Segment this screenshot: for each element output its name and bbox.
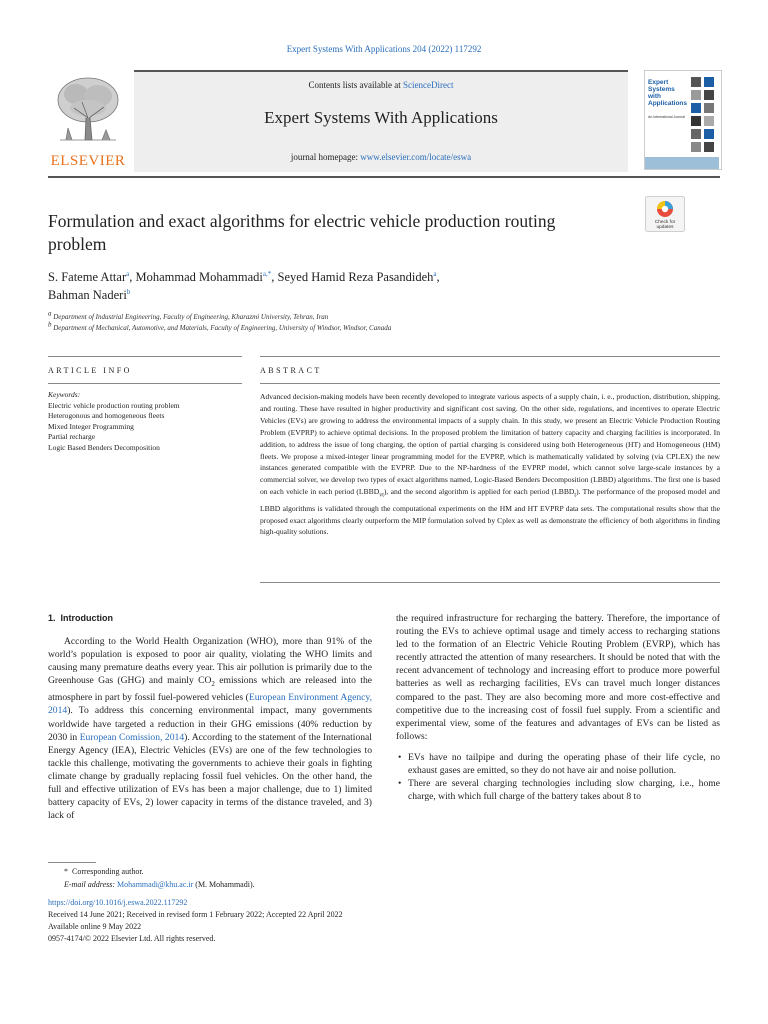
journal-title[interactable]: Expert Systems With Applications: [264, 108, 498, 127]
affiliation-text: Department of Mechanical, Automotive, and Materials, Faculty of Engineering, University of Windsor, Windsor, Canada: [53, 324, 392, 332]
footnote-rule: [48, 862, 96, 863]
abstract-body: Advanced decision-making models have been recently developed to integrate various aspects of a supply chain, i. e., production, distribution, shipping, and routing. These have resulted in higher productivity and significant cost saving. On the other side, regulations, and incentives to operate Electric Vehicles (EVs) are growing to address the environmental impacts of a supply chain. In this study, we present an Electric Vehicle Production Routing Problem (EVPRP) to achieve optimal decisions. In the proposed problem the limitation of battery capacity and charging facilities is incorporated. In addition, to address the issue of long charging, the option of partial charging is considered using both Heterogeneous (HT) and Homogeneous (HM) fleets. We propose a mixed-integer linear programming model for the EVPRP, which is mathematically validated by solving (via CPLEX) the new instances generated compatible with the EVPRP. Due to the NP-hardness of the EVPRP model, which cannot solve large-scale instances by a commercial solver, we develop two types of exact algorithms named, Logic-Based Benders Decomposition (LBBD) algorithms. The first one is based on each vehicle in each period (LBBD: [260, 392, 720, 497]
keyword-item: Partial recharge: [48, 432, 96, 441]
footnotes: [48, 866, 548, 891]
check-updates-label-2: updates: [656, 225, 674, 230]
intro-paragraph: [48, 635, 372, 822]
author-name[interactable]: S. Fateme Attar: [48, 270, 127, 284]
journal-banner: [134, 70, 628, 172]
header-divider: [48, 176, 720, 178]
author-separator: ,: [271, 270, 278, 284]
abstract-body-mid: ), and the second algorithm is applied for each period (LBBD: [383, 487, 575, 497]
affiliation-item: [48, 320, 708, 334]
article-info-top-rule: [48, 356, 242, 357]
intro-paragraph-continued: the required infrastructure for recharging the battery. Therefore, the importance of routing the EVs to achieve optimal usage and timely access to recharging stations led to the formation of an Electric Vehicle Routing Problem (EVRP), which has recently attracted the attention of many researchers. It should be noted that with the recent advancement of technology and increasing effort to produce more powerful batteries as well as recharging facilities, EVs can travel much longer distances compared to the past. They are also becoming more and more cost-effective and competitive due to the increasing cost of fossil fuel supply. From a scientific and experimental view, some of the features and advantages of EVs can be listed as follows:: [396, 613, 720, 742]
article-info-heading: ARTICLE INFO: [48, 366, 132, 375]
author-separator: ,: [129, 270, 136, 284]
cover-bottom-band: [645, 157, 719, 169]
contents-prefix: Contents lists available at: [308, 80, 403, 90]
copyright: 0957-4174/© 2022 Elsevier Ltd. All rights reserved.: [48, 934, 216, 943]
paragraph-text: ). According to the statement of the International Energy Agency (IEA), Electric Vehicles (EVs) are one of the few technologies to tackle this challenge, motivating the governments to achieve their goals in fighting climate change by gradually replacing fossil fuel vehicles. On the other hand, the full and effective utilization of EVs has been a major challenge, due to 1) limited battery capacity of EVs, 2) lower capacity in terms of the distance traveled, and 3) lack of: [48, 731, 372, 822]
check-updates-label: Check for: [654, 220, 676, 225]
journal-homepage-link[interactable]: www.elsevier.com/locate/eswa: [360, 152, 472, 162]
affiliation-text: Department of Industrial Engineering, Faculty of Engineering, Kharazmi University, Tehran, Iran: [53, 313, 329, 321]
abstract-body-tail: ). The performance of the proposed model and LBBD algorithms is validated through the computational experiments on the HM and HT EVPRP data sets. The computational results show that the proposed exact algorithms clearly outperform the MIP formulation solved by Cplex as well as demonstrate the efficiency of both algorithms in finding high-quality solutions.: [260, 487, 720, 537]
author-separator: ,: [436, 270, 440, 284]
sciencedirect-link[interactable]: ScienceDirect: [403, 80, 454, 90]
keyword-item: Logic Based Benders Decomposition: [48, 442, 160, 452]
author-affil-mark[interactable]: a: [126, 269, 130, 278]
author-name[interactable]: Bahman Naderi: [48, 288, 127, 302]
section-title: Introduction: [60, 613, 114, 623]
footnote-text: Corresponding author.: [72, 867, 144, 876]
author-affil-mark[interactable]: a,*: [262, 269, 272, 278]
list-item: • EVs have no tailpipe and during the operating phase of their life cycle, no exhaust gases are emitted, so they do not have air and noise pollution.: [396, 751, 720, 777]
contents-line: [134, 80, 628, 90]
author-affil-mark[interactable]: a: [433, 269, 437, 278]
author-affil-mark[interactable]: b: [126, 287, 131, 296]
abstract-subscript: vt: [379, 492, 384, 499]
keyword-item: Mixed Integer Programming: [48, 421, 134, 431]
affiliation-mark: b: [48, 320, 52, 329]
section-number: 1.: [48, 613, 56, 623]
keyword-item: Heterogonous and homogeneous fleets: [48, 411, 165, 420]
article-title: Formulation and exact algorithms for electric vehicle production routing problem: [48, 211, 556, 254]
body-column-left: [48, 612, 372, 822]
footnote-mark: *: [64, 867, 68, 876]
abstract-rule: [260, 383, 720, 384]
paragraph-text: According to the World Health Organization (WHO), more than 91% of the world’s population is exposed to poor air quality, violating the WHO limits and causing many premature deaths every year. This air pollution is primarily due to the Greenhouse Gas (GHG) and mainly CO: [48, 636, 372, 687]
elsevier-wordmark: ELSEVIER: [50, 153, 126, 169]
doi-link[interactable]: https://doi.org/10.1016/j.eswa.2022.117292: [48, 898, 188, 907]
homepage-line: [134, 152, 628, 162]
keywords-block: [48, 390, 244, 453]
keywords-label: Keywords:: [48, 390, 81, 399]
abstract-text: [260, 391, 720, 538]
body-column-right: [396, 612, 720, 803]
ev-features-list: [396, 751, 720, 803]
keyword-item: Electric vehicle production routing problem: [48, 400, 180, 410]
affiliations: [48, 309, 708, 334]
received-dates: Received 14 June 2021; Received in revised form 1 February 2022; Accepted 22 April 2022: [48, 910, 343, 919]
homepage-prefix: journal homepage:: [290, 152, 361, 162]
affiliation-mark: a: [48, 309, 52, 318]
section-heading: [48, 612, 372, 625]
journal-header: [48, 70, 720, 172]
abstract-subscript: t: [574, 492, 577, 499]
cover-subtitle: An International Journal: [648, 115, 685, 119]
available-online: Available online 9 May 2022: [48, 922, 142, 931]
cover-graphics-icon: [689, 75, 717, 165]
co2-subscript: 2: [211, 680, 215, 689]
email-link[interactable]: Mohammadi@khu.ac.ir: [117, 879, 194, 889]
abstract-bottom-rule: [260, 582, 720, 583]
publication-info: [48, 897, 548, 945]
citation-link[interactable]: European Comission, 2014: [79, 731, 185, 743]
email-note: [48, 879, 548, 892]
abstract-heading: ABSTRACT: [260, 366, 322, 375]
author-list: [48, 268, 648, 304]
elsevier-logo[interactable]: [48, 74, 128, 170]
elsevier-tree-icon: [52, 74, 124, 148]
list-item: • There are several charging technologies including slow charging, i.e., home charge, with which full charge of the battery takes about 8 to: [396, 777, 720, 803]
cover-title: Expert Systems with Applications: [648, 79, 688, 107]
journal-cover-image[interactable]: [644, 70, 722, 170]
check-for-updates-icon[interactable]: [645, 196, 685, 232]
affiliation-item: [48, 309, 708, 323]
email-label: E-mail address:: [64, 879, 118, 889]
paragraph-text: emissions which are released into the atmosphere in part by fossil fuel-powered vehicles (: [48, 675, 372, 704]
article-info-rule: [48, 383, 242, 384]
journal-citation-link[interactable]: Expert Systems With Applications 204 (2022) 117292: [286, 44, 482, 54]
corresponding-author-note: [48, 866, 548, 879]
author-name[interactable]: Seyed Hamid Reza Pasandideh: [277, 270, 434, 284]
abstract-top-rule: [260, 356, 720, 357]
email-owner: (M. Mohammadi).: [193, 879, 255, 889]
author-name[interactable]: Mohammad Mohammadi: [135, 270, 263, 284]
paragraph-text: ). To address this concerning environmental impact, many governments worldwide have targeted a reduction in their GHG emissions (40% reduction by 2030 in: [48, 705, 372, 743]
citation-link[interactable]: European Environment Agency, 2014: [48, 692, 372, 717]
